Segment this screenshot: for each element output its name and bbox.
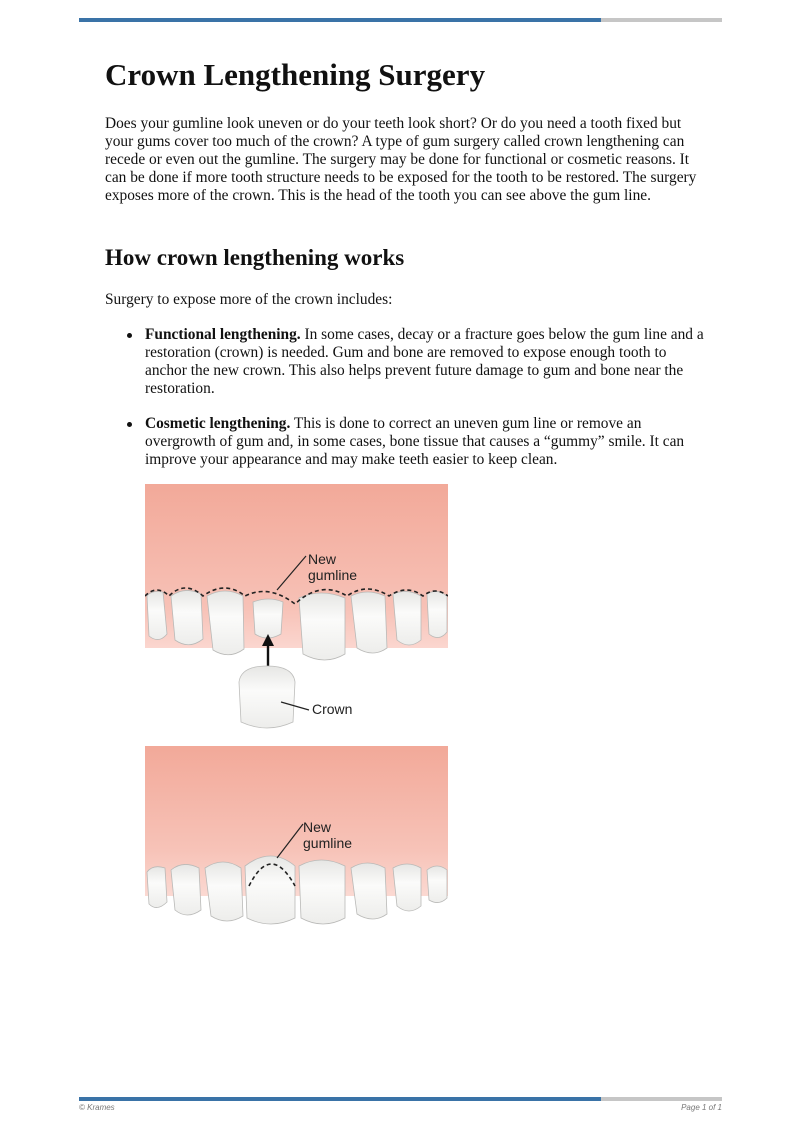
header-rule bbox=[79, 18, 722, 22]
intro-paragraph: Does your gumline look uneven or do your teeth look short? Or do you need a tooth fixed but your gums cover too much of the crown? A type of gum surgery called crown lengthening can recede or even out the gumline. The surgery may be done for functional or cosmetic reasons. It can be done if more tooth structure needs to be exposed for the tooth to be restored. The surgery exposes more of the crown. This is the head of the tooth you can see above the gum line. bbox=[105, 115, 697, 204]
cosmetic-diagram bbox=[145, 746, 448, 928]
gumline-label-line1: New bbox=[303, 819, 332, 835]
list-item-term: Cosmetic lengthening. bbox=[145, 415, 291, 432]
page-title: Crown Lengthening Surgery bbox=[105, 57, 486, 92]
list-item-text: This is done to correct an uneven gum line or remove an overgrowth of gum and, in some cases, bone tissue that causes a “gummy” smile. It can improve your appearance and may make teeth easier to keep clean. bbox=[145, 415, 685, 468]
functional-diagram bbox=[145, 484, 448, 734]
gumline-label-line1: New bbox=[308, 551, 337, 567]
section-heading: How crown lengthening works bbox=[105, 245, 405, 270]
footer-rule-accent bbox=[79, 1097, 601, 1101]
section-lead: Surgery to expose more of the crown includes: bbox=[105, 291, 393, 308]
list-item-functional bbox=[145, 326, 705, 398]
footer-copyright: © Krames bbox=[79, 1103, 115, 1112]
list-item-term: Functional lengthening. bbox=[145, 326, 301, 343]
functional-lengthening-illustration bbox=[145, 484, 448, 734]
header-rule-accent bbox=[79, 18, 601, 22]
list-item-cosmetic bbox=[145, 415, 705, 469]
footer-page-number: Page 1 of 1 bbox=[681, 1103, 722, 1112]
crown-label: Crown bbox=[312, 701, 353, 717]
footer-rule bbox=[79, 1097, 722, 1101]
gumline-label-line2: gumline bbox=[303, 835, 353, 851]
cosmetic-lengthening-illustration bbox=[145, 746, 448, 928]
gumline-label-line2: gumline bbox=[308, 567, 358, 583]
crown-tooth bbox=[239, 666, 295, 728]
list-item-text: In some cases, decay or a fracture goes below the gum line and a restoration (crown) is needed. Gum and bone are removed to expose enough tooth to anchor the new crown. This also helps prevent future damage to gum and bone near the restoration. bbox=[145, 326, 704, 397]
technique-list bbox=[145, 326, 705, 486]
